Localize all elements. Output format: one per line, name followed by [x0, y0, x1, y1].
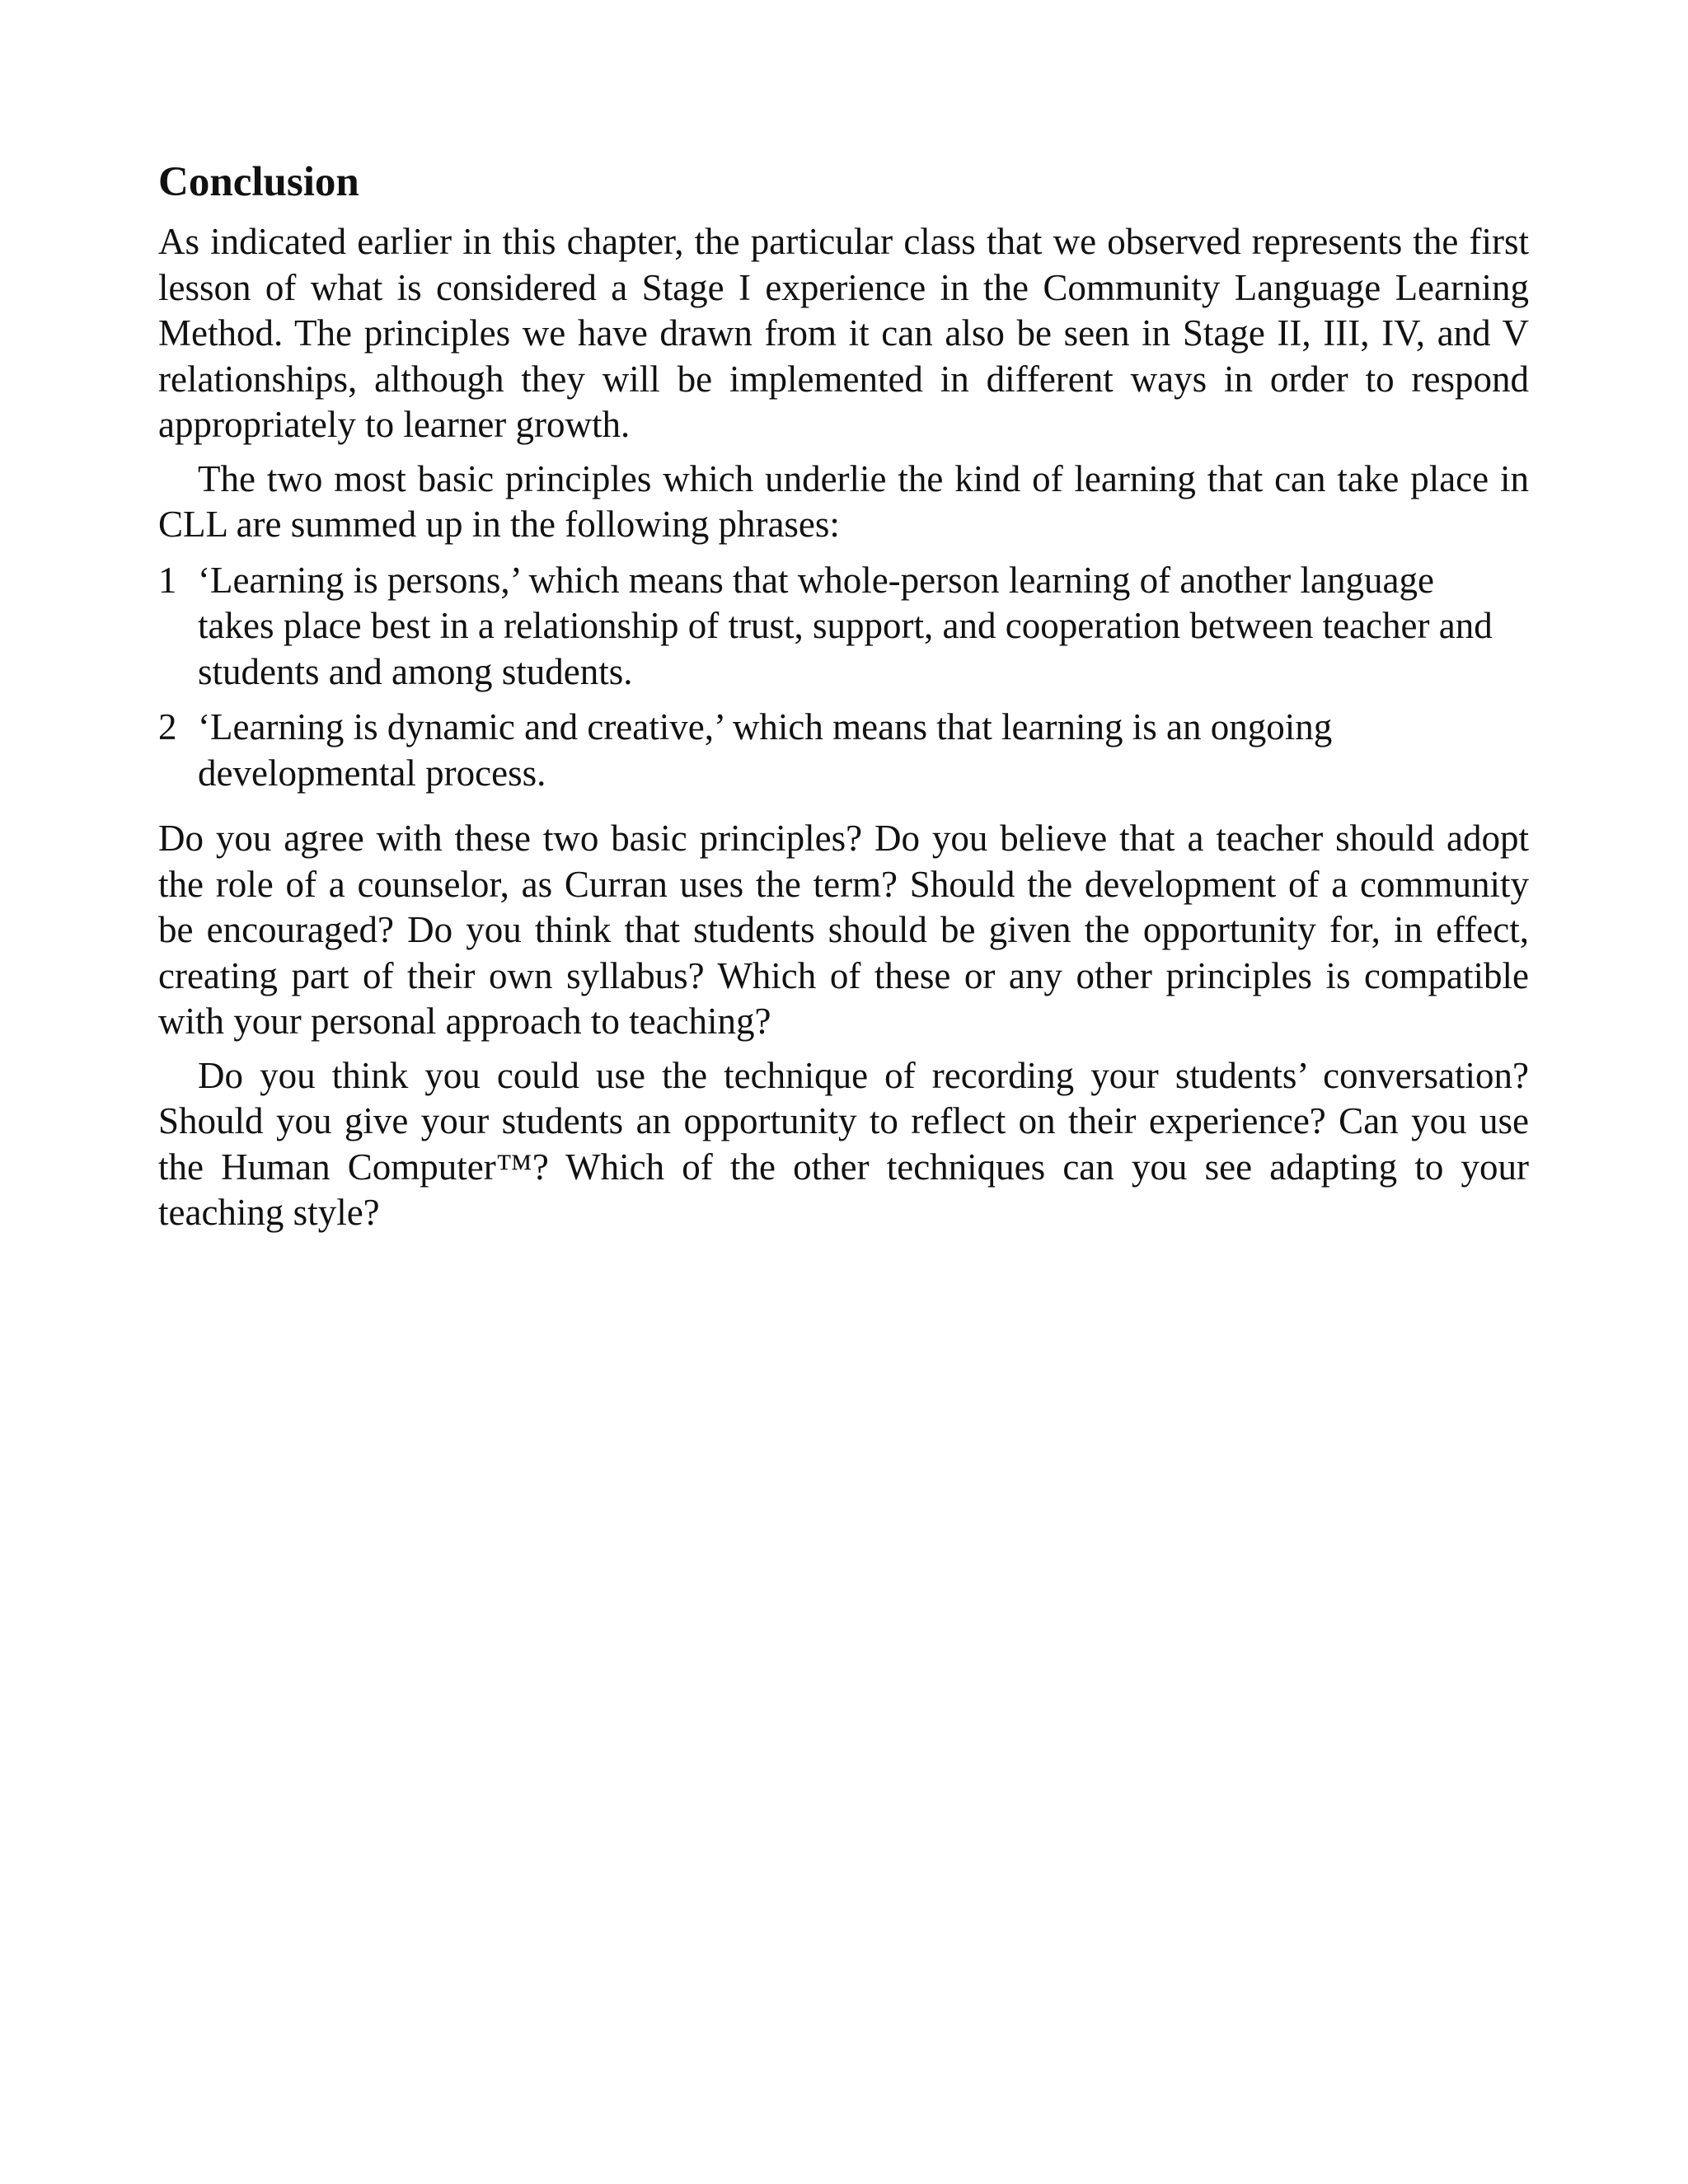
principles-list [158, 558, 1529, 797]
paragraph-principles-lead: The two most basic principles which underlie the kind of learning that can take place in CLL are summed up in the following phrases: [158, 457, 1529, 545]
list-item-text: ‘Learning is persons,’ which means that whole-person learning of another language takes place best in a relationship of trust, support, and cooperation between teacher and students and among students. [198, 559, 1493, 692]
page-content [158, 153, 1529, 1236]
list-item [158, 558, 1529, 696]
section-heading: Conclusion [158, 159, 359, 205]
paragraph-intro: As indicated earlier in this chapter, the particular class that we observed represents the first lesson of what is considered a Stage I experience in the Community Language Learning Method. The principles we have drawn from it can also be seen in Stage II, III, IV, and V relationships, although they will be implemented in different ways in order to respond appropriately to learner growth. [158, 221, 1529, 445]
list-item-number: 1 [158, 559, 177, 601]
paragraph-techniques: Do you think you could use the technique of recording your students’ conversation? Should you give your students an opportunity to reflect on their experience? Can you use the Human Computer™? Which of the other techniques can you see adapting to your teaching style? [158, 1054, 1529, 1233]
list-item [158, 705, 1529, 796]
paragraph-questions: Do you agree with these two basic principles? Do you believe that a teacher should adopt the role of a counselor, as Curran uses the term? Should the development of a community be encouraged? Do you think that students should be given the opportunity for, in effect, creating part of their own syllabus? Which of these or any other principles is compatible with your personal approach to teaching? [158, 818, 1529, 1042]
list-item-number: 2 [158, 706, 177, 748]
list-item-text: ‘Learning is dynamic and creative,’ which means that learning is an ongoing developmental process. [198, 706, 1333, 794]
